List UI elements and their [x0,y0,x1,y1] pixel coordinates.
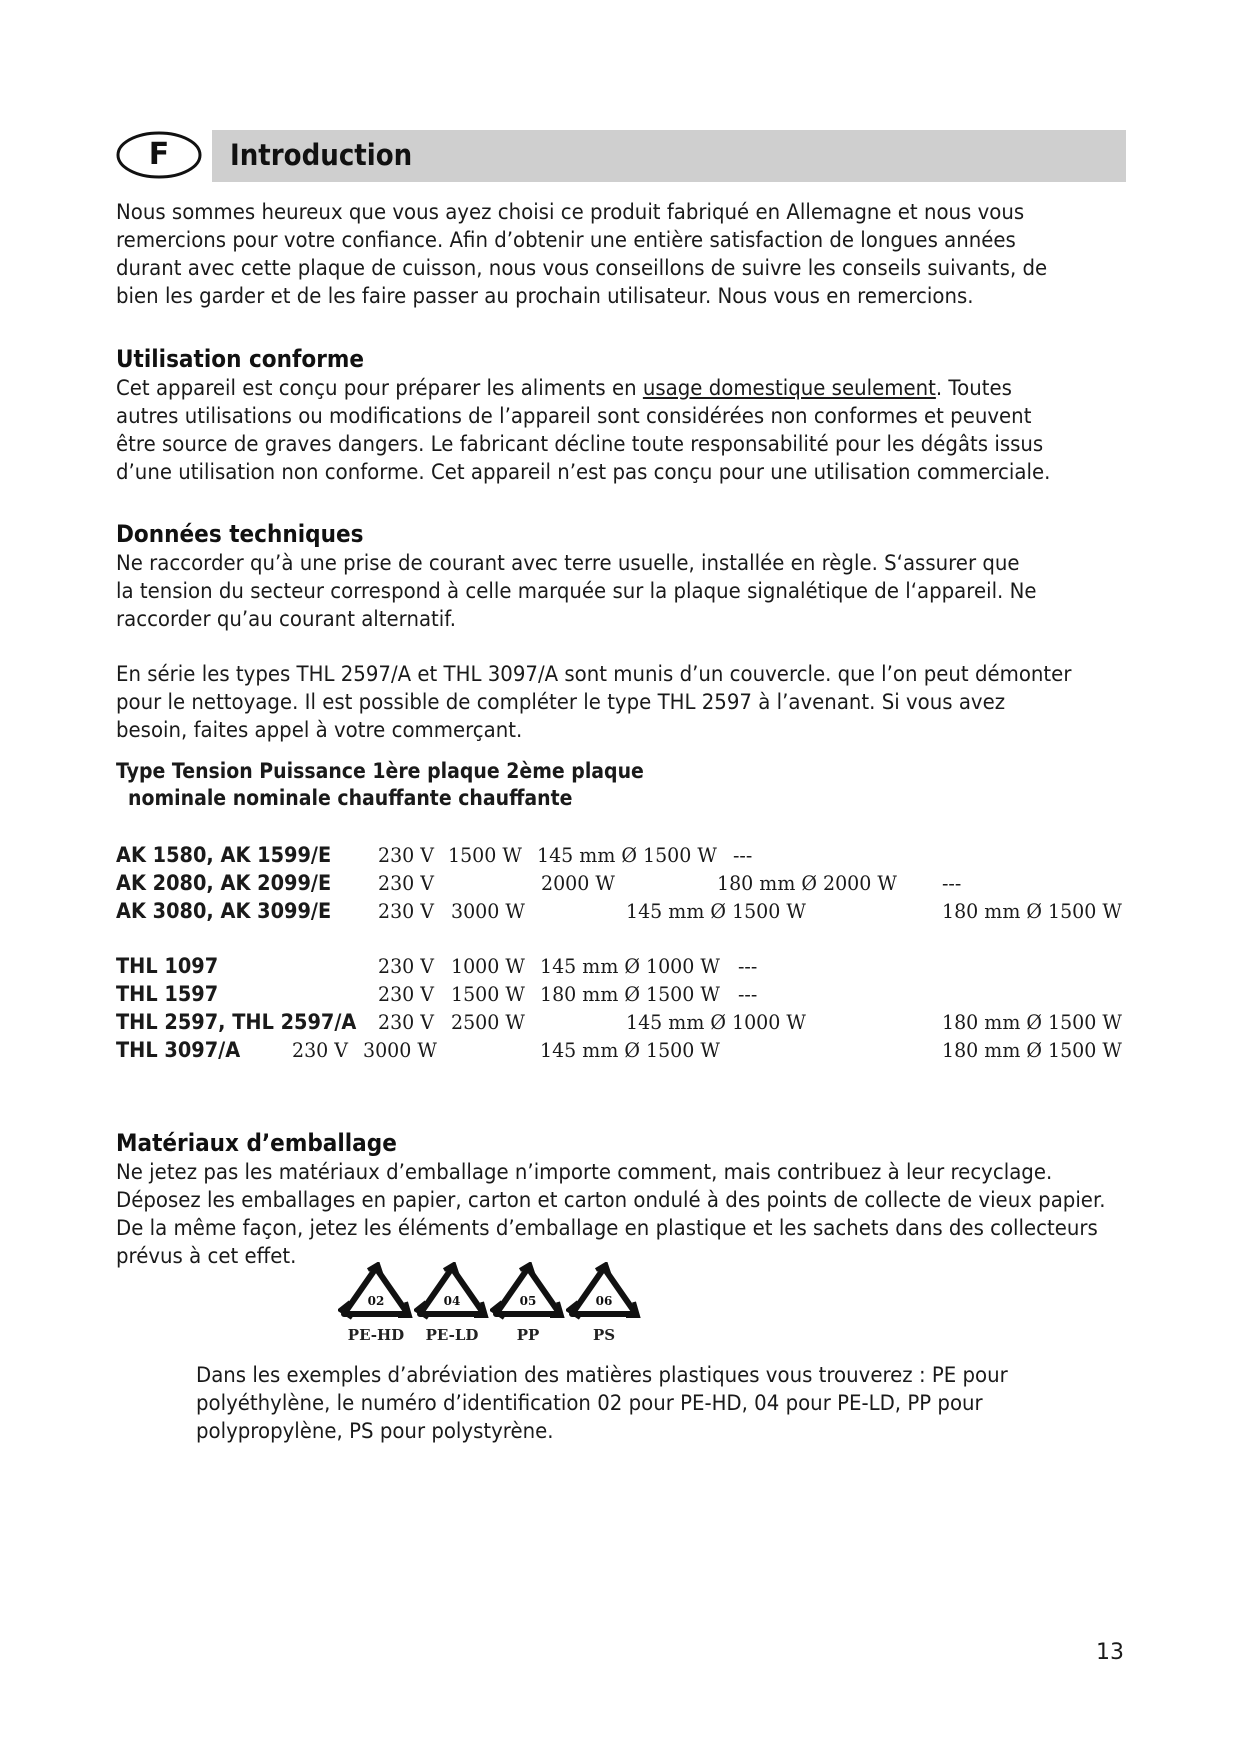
spec-tension: 230 V [378,843,435,867]
domestic-use-underlined: usage domestique seulement [642,376,936,400]
spec-puissance: 3000 W [363,1038,437,1062]
page-number: 13 [1096,1640,1124,1665]
spec-plaque-2: 180 mm Ø 1500 W [942,1010,1122,1034]
recycle-triangle-icon [338,1262,414,1322]
recycle-triangle-icon [566,1262,642,1322]
spec-puissance: 2500 W [451,1010,525,1034]
spec-tension: 230 V [292,1038,349,1062]
spec-plaque-1: 145 mm Ø 1000 W [626,1010,806,1034]
spec-plaque-1: 145 mm Ø 1000 W [540,954,720,978]
emballage-line: prévus à cet effet. [116,1244,297,1268]
language-code: F [148,137,170,172]
donnees-paragraph-2 [116,660,1128,744]
spec-type: AK 3080, AK 3099/E [116,899,332,923]
donnees-section [116,519,1128,633]
recycle-number: 04 [443,1294,461,1308]
recycle-label: PS [592,1326,616,1344]
spec-puissance: 1000 W [451,954,525,978]
utilisation-line: autres utilisations ou modifications de l’appareil sont considérées non conformes et peuvent [116,404,1032,428]
utilisation-line: d’une utilisation non conforme. Cet appareil n’est pas conçu pour une utilisation commerciale. [116,460,1051,484]
recycle-number: 06 [595,1294,613,1308]
spec-plaque-1: 145 mm Ø 1500 W [626,899,806,923]
recycle-triangle-icon [490,1262,566,1322]
recycling-symbol-pe-hd [338,1262,414,1342]
recycle-label: PP [516,1326,540,1344]
spec-type: THL 1597 [116,982,219,1006]
spec-plaque-1: 180 mm Ø 2000 W [717,871,897,895]
spec-type: THL 2597, THL 2597/A [116,1010,357,1034]
spec-table-header-line-1: Type Tension Puissance 1ère plaque 2ème plaque [116,759,644,783]
spec-plaque-1: 180 mm Ø 1500 W [540,982,720,1006]
intro-line: bien les garder et de les faire passer au prochain utilisateur. Nous vous en remercions. [116,284,974,308]
note-line: polyéthylène, le numéro d’identification 02 pour PE-HD, 04 pour PE-LD, PP pour [196,1391,983,1415]
spec-puissance: 1500 W [448,843,522,867]
spec-plaque-2: 180 mm Ø 1500 W [942,1038,1122,1062]
recycling-symbol-pp [490,1262,566,1342]
intro-line: durant avec cette plaque de cuisson, nous vous conseillons de suivre les conseils suivants, de [116,256,1048,280]
intro-paragraph [116,198,1128,310]
spec-plaque-2: --- [738,982,758,1006]
intro-line: remercions pour votre confiance. Afin d’obtenir une entière satisfaction de longues années [116,228,1016,252]
spec-type: AK 1580, AK 1599/E [116,843,332,867]
recycle-triangle-icon [414,1262,490,1322]
spec-plaque-2: 180 mm Ø 1500 W [942,899,1122,923]
emballage-heading: Matériaux d’emballage [116,1129,397,1157]
spec-tension: 230 V [378,982,435,1006]
spec-type: THL 1097 [116,954,219,978]
spec-plaque-2: --- [738,954,758,978]
donnees-line: En série les types THL 2597/A et THL 3097/A sont munis d’un couvercle. que l’on peut démonter [116,662,1072,686]
spec-tension: 230 V [378,871,435,895]
language-badge [116,130,202,180]
spec-plaque-2: --- [942,871,962,895]
donnees-line: la tension du secteur correspond à celle marquée sur la plaque signalétique de l‘appareil. Ne [116,579,1037,603]
recycle-label: PE-HD [347,1326,405,1344]
utilisation-section [116,344,1128,486]
donnees-line: besoin, faites appel à votre commerçant. [116,718,523,742]
emballage-line: Déposez les emballages en papier, carton et carton ondulé à des points de collecte de vieux papier. [116,1188,1106,1212]
section-title-bar [212,130,1126,182]
spec-tension: 230 V [378,899,435,923]
utilisation-heading: Utilisation conforme [116,345,365,373]
donnees-heading: Données techniques [116,520,364,548]
utilisation-line [116,374,1067,402]
intro-line: Nous sommes heureux que vous ayez choisi ce produit fabriqué en Allemagne et nous vous [116,200,1025,224]
recycle-number: 02 [367,1294,385,1308]
spec-plaque-2: --- [733,843,753,867]
emballage-line: Ne jetez pas les matériaux d’emballage n’importe comment, mais contribuez à leur recyclage. [116,1160,1053,1184]
utilisation-line: être source de graves dangers. Le fabricant décline toute responsabilité pour les dégâts issus [116,432,1044,456]
donnees-line: Ne raccorder qu’à une prise de courant avec terre usuelle, installée en règle. S‘assurer que [116,551,1020,575]
spec-puissance: 3000 W [451,899,525,923]
recycling-symbol-ps [566,1262,642,1342]
spec-type: THL 3097/A [116,1038,241,1062]
note-line: polypropylène, PS pour polystyrène. [196,1419,554,1443]
spec-plaque-1: 145 mm Ø 1500 W [537,843,717,867]
utilisation-line-start: Cet appareil est conçu pour préparer les aliments en [116,376,643,400]
note-line: Dans les exemples d’abréviation des matières plastiques vous trouverez : PE pour [196,1363,1008,1387]
donnees-line: pour le nettoyage. Il est possible de compléter le type THL 2597 à l’avenant. Si vous avez [116,690,1006,714]
donnees-line: raccorder qu’au courant alternatif. [116,607,457,631]
utilisation-line-end: . Toutes [935,376,1012,400]
spec-tension: 230 V [378,954,435,978]
recycling-symbol-pe-ld [414,1262,490,1342]
emballage-section [116,1128,1128,1270]
spec-puissance: 2000 W [541,871,615,895]
emballage-line: De la même façon, jetez les éléments d’emballage en plastique et les sachets dans des collecteurs [116,1216,1098,1240]
spec-puissance: 1500 W [451,982,525,1006]
recycle-label: PE-LD [425,1326,479,1344]
spec-type: AK 2080, AK 2099/E [116,871,332,895]
spec-plaque-1: 145 mm Ø 1500 W [540,1038,720,1062]
page-title: Introduction [230,138,413,172]
recycle-number: 05 [519,1294,537,1308]
spec-table-header-line-2: nominale nominale chauffante chauffante [128,786,573,810]
spec-tension: 230 V [378,1010,435,1034]
plastics-note [196,1361,1126,1445]
